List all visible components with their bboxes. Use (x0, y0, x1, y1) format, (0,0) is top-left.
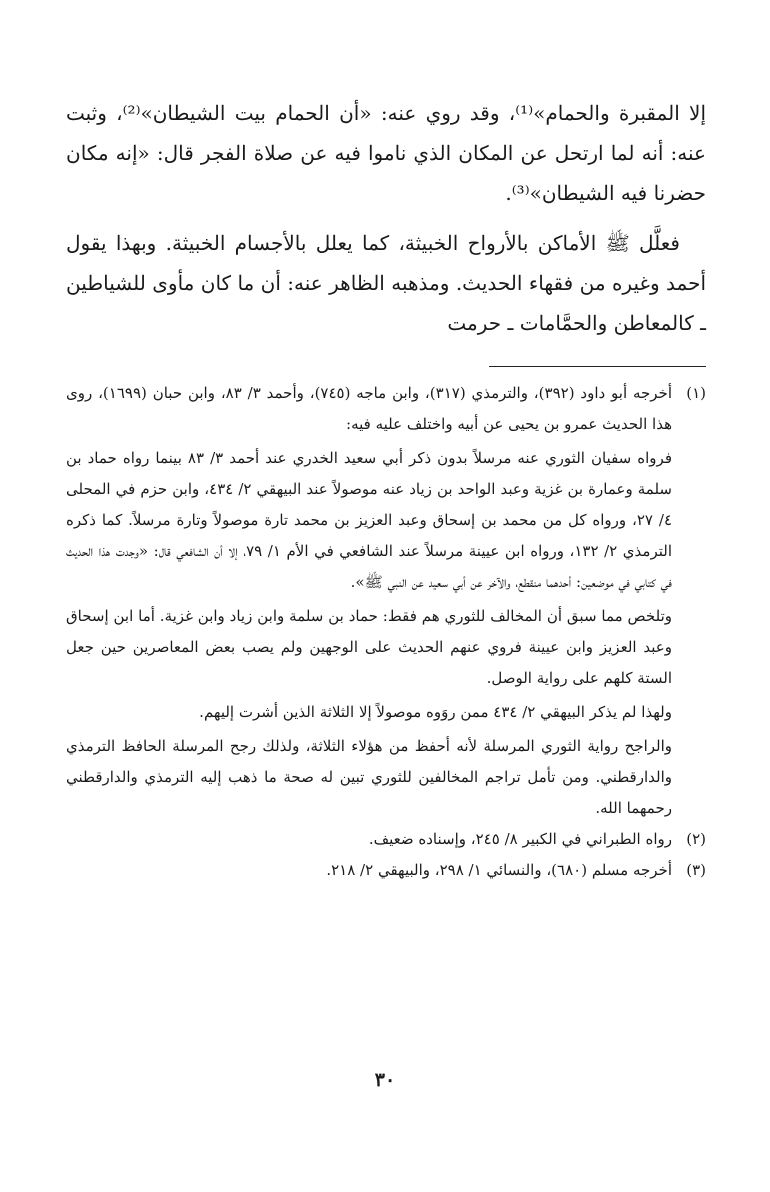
footnote-1 (66, 378, 706, 824)
footnote-text: والراجح رواية الثوري المرسلة لأنه أحفظ من هؤلاء الثلاثة، ولذلك رجح المرسلة الحافظ الترمذي والدارقطني. ومن تأمل تراجم المخالفين للثوري تبين له صحة ما ذهب إليه الترمذي والدارقطني رحمهما الله. (66, 737, 672, 817)
footnote-body (66, 378, 672, 824)
footnote-text: رواه الطبراني في الكبير ٨/ ٢٤٥، وإسناده ضعيف. (368, 830, 672, 848)
main-text (66, 93, 706, 343)
footnotes (66, 378, 706, 886)
footnote-text: أخرجه أبو داود (٣٩٢)، والترمذي (٣١٧)، وابن ماجه (٧٤٥)، وأحمد ٣/ ٨٣، وابن حبان (١٦٩٩)، روى هذا الحديث عمرو بن يحيى عن أبيه واختلف عليه فيه: (66, 384, 672, 433)
main-paragraph-1: إلا المقبرة والحمام»⁽¹⁾، وقد روي عنه: «أن الحمام بيت الشيطان»⁽²⁾، وثبت عنه: أنه لما ارتحل عن المكان الذي ناموا فيه عن صلاة الفجر قال: «إنه مكان حضرنا فيه الشيطان»⁽³⁾. (66, 101, 707, 205)
footnote-text: ولهذا لم يذكر البيهقي ٢/ ٤٣٤ ممن روَوه موصولاً إلا الثلاثة الذين أشرت إليهم. (199, 703, 672, 721)
footnote-text: فرواه سفيان الثوري عنه مرسلاً بدون ذكر أبي سعيد الخدري عند أحمد ٣/ ٨٣ بينما رواه حماد بن سلمة وعمارة بن غزية وعبد الواحد بن زياد عنه موصولاً عند البيهقي ٢/ ٤٣٤، وابن حزم في المحلى ٤/ ٢٧، ورواه كل من محمد بن إسحاق وعبد العزيز بن محمد تارة موصولاً وتارة مرسلاً. كما ذكره الترمذي ٢/ ١٣٢، ورواه ابن عيينة مرسلاً عند الشافعي في الأم ١/ ٧٩، إلا أن الشافعي قال: «وجدت هذا الحديث في كتابي في موضعين: أحدهما منقطع، والآخر عن أبي سعيد عن النبي ﷺ». (66, 449, 672, 591)
page-number: ٣٠ (374, 1069, 396, 1091)
footnote-3 (66, 855, 706, 886)
footnote-2 (66, 824, 706, 855)
footnote-number: (٣) (686, 861, 706, 879)
footnote-number: (١) (686, 384, 706, 402)
main-paragraph-2: فعلَّل ﷺ الأماكن بالأرواح الخبيثة، كما يعلل بالأجسام الخبيثة. وبهذا يقول أحمد وغيره من فقهاء الحديث. ومذهبه الظاهر عنه: أن ما كان مأوى للشياطين ـ كالمعاطن والحمَّامات ـ حرمت (66, 231, 706, 335)
footnote-number: (٢) (686, 830, 706, 848)
footnote-separator (489, 366, 706, 367)
footnote-text: أخرجه مسلم (٦٨٠)، والنسائي ١/ ٢٩٨، والبيهقي ٢/ ٢١٨. (326, 861, 672, 879)
footnote-text: وتلخص مما سبق أن المخالف للثوري هم فقط: حماد بن سلمة وابن زياد وابن غزية. أما ابن إسحاق وعبد العزيز وابن عيينة فروي عنهم الحديث على الوجهين ولم يصب بعض المعاصرين حين جعل الستة كلهم على رواية الوصل. (66, 607, 672, 687)
